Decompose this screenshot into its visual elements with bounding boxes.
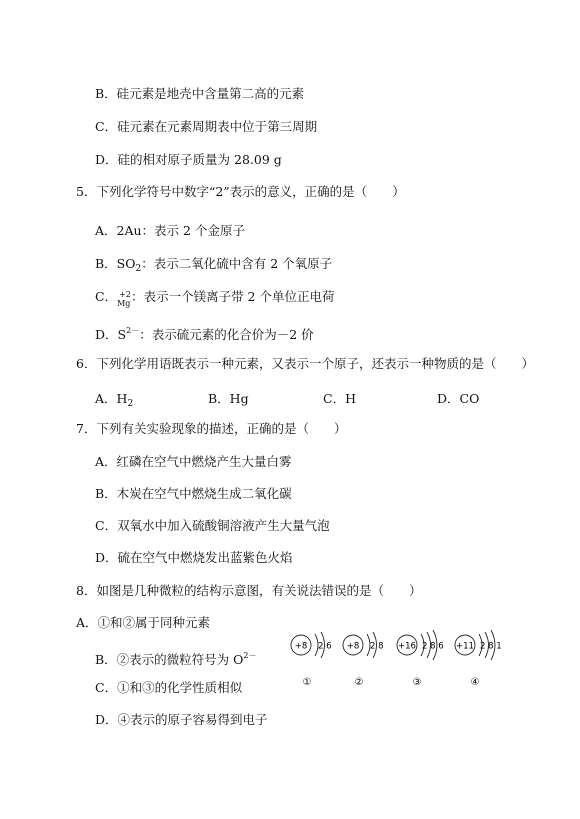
q8-option-b: B．②表示的微粒符号为 $O^{2-}$ <box>95 651 257 667</box>
q6-option-a: A．$H_2$ <box>95 391 134 409</box>
mg-valence-symbol: +2 Mg <box>117 289 131 308</box>
particle-1 <box>291 632 332 688</box>
shell-electrons: 2 6 <box>318 641 332 652</box>
q4-option-b: B．硅元素是地壳中含量第二高的元素 <box>95 86 305 101</box>
nucleus-charge: +8 <box>294 641 308 652</box>
nucleus-charge: +11 <box>456 641 474 652</box>
particle-label: ③ <box>412 677 422 688</box>
q6-stem: 6．下列化学用语既表示一种元素，又表示一个原子，还表示一种物质的是（ ） <box>76 356 534 371</box>
particle-4 <box>455 630 502 688</box>
particle-label: ② <box>354 677 364 688</box>
q5-stem: 5．下列化学符号中数字“2”表示的意义，正确的是（ ） <box>76 184 405 199</box>
particle-label: ① <box>302 677 312 688</box>
shell-electrons: 2 8 1 <box>480 641 502 652</box>
q7-option-a: A．红磷在空气中燃烧产生大量白雾 <box>95 454 292 469</box>
q6-option-d: D．CO <box>437 391 480 406</box>
particle-3 <box>397 630 444 688</box>
q6-option-b: B．Hg <box>208 391 249 406</box>
particle-label: ④ <box>470 677 480 688</box>
q6-option-c: C．H <box>323 391 356 406</box>
q8-option-c: C．①和③的化学性质相似 <box>95 680 243 695</box>
atom-structure-diagram <box>284 623 504 689</box>
q7-stem: 7．下列有关实验现象的描述，正确的是（ ） <box>76 421 347 436</box>
q5-option-c: C． +2 Mg ：表示一个镁离子带 2 个单位正电荷 <box>95 289 335 308</box>
q7-option-c: C．双氧水中加入硫酸铜溶液产生大量气泡 <box>95 518 330 533</box>
shell-electrons: 2 8 6 <box>422 641 444 652</box>
q7-option-b: B．木炭在空气中燃烧生成二氧化碳 <box>95 486 292 501</box>
q4-option-d: D．硅的相对原子质量为 28.09 g <box>95 152 282 167</box>
nucleus-charge: +16 <box>398 641 416 652</box>
q5-option-d: D．$S^{2-}$：表示硫元素的化合价为－2 价 <box>95 326 314 342</box>
q8-option-d: D．④表示的原子容易得到电子 <box>95 712 268 727</box>
q5-option-b: B．$SO_2$：表示二氧化硫中含有 2 个氧原子 <box>95 256 333 274</box>
q5-option-a: A．2Au：表示 2 个金原子 <box>95 223 245 238</box>
shell-electrons: 2 8 <box>370 641 384 652</box>
q7-option-d: D．硫在空气中燃烧发出蓝紫色火焰 <box>95 550 293 565</box>
q4-option-c: C．硅元素在元素周期表中位于第三周期 <box>95 119 318 134</box>
particle-2 <box>343 632 384 688</box>
nucleus-charge: +8 <box>346 641 360 652</box>
q8-option-a: A．①和②属于同种元素 <box>76 615 211 630</box>
q8-stem: 8．如图是几种微粒的结构示意图，有关说法错误的是（ ） <box>76 583 422 598</box>
